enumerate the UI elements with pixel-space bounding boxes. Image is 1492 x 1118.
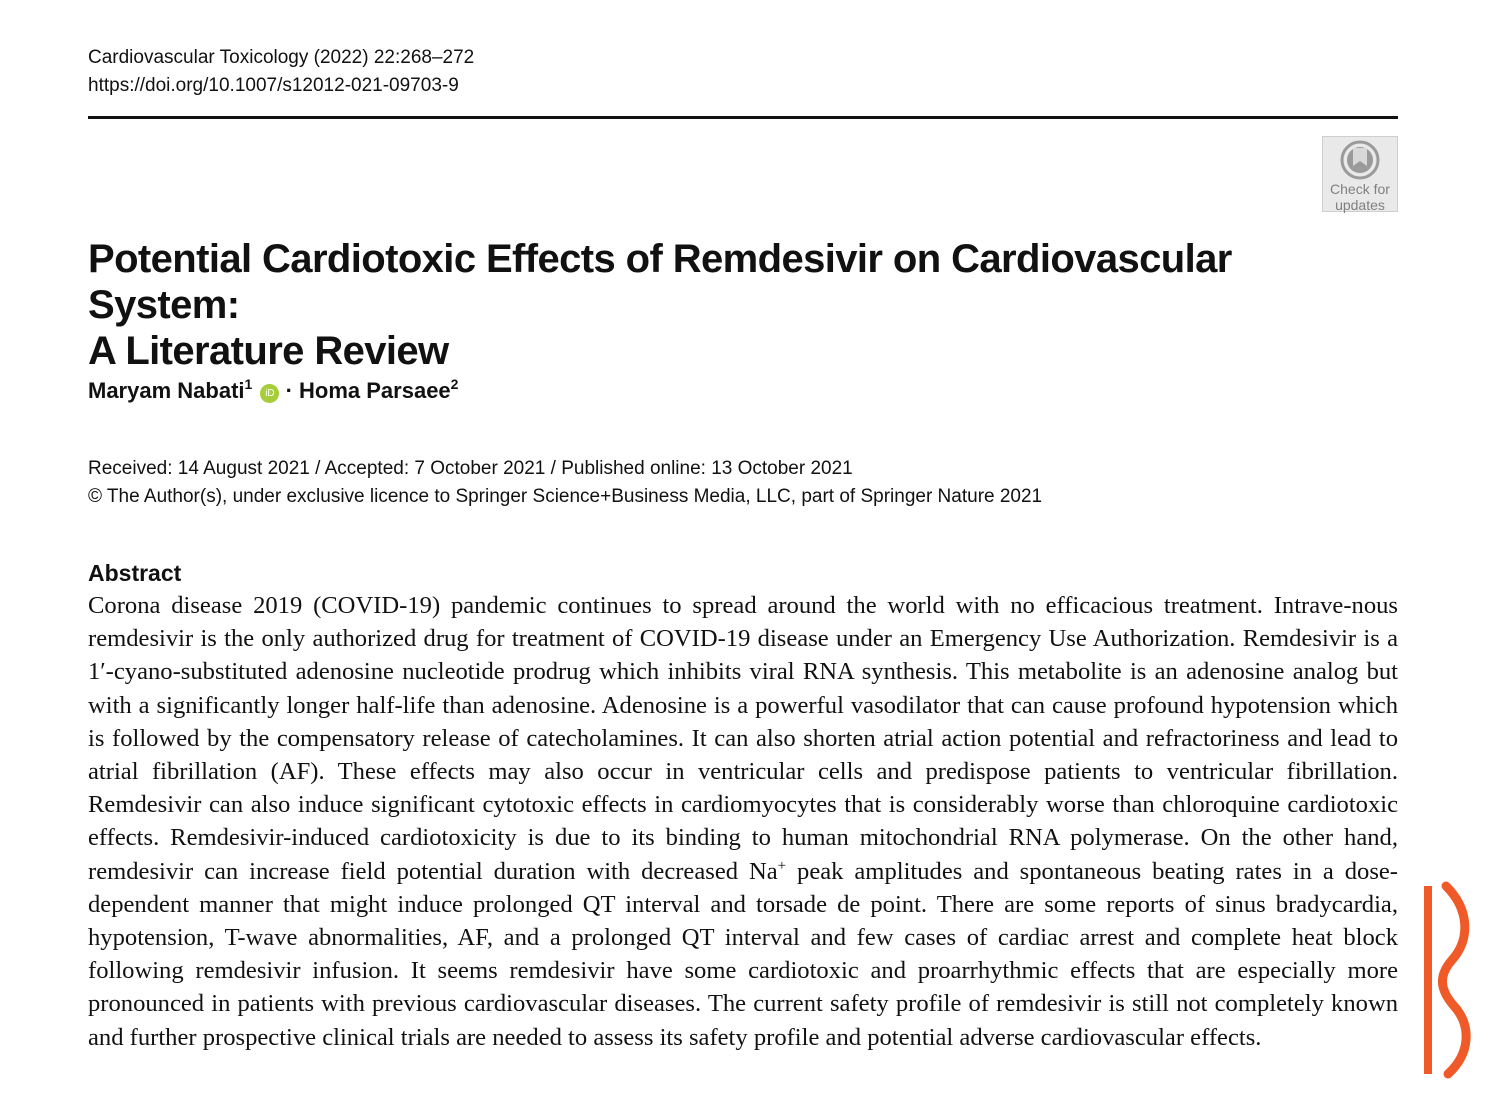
superscript: + <box>777 857 787 874</box>
title-line-1: Potential Cardiotoxic Effects of Remdesivir on Cardiovascular System: <box>88 237 1232 327</box>
dates-line: Received: 14 August 2021 / Accepted: 7 October 2021 / Published online: 13 October 2021 <box>88 458 853 479</box>
publication-dates <box>88 455 1388 511</box>
abstract-text-part-2: peak amplitudes and spontaneous beating rates in a dose-dependent manner that might induce prolonged QT interval and torsade de point. There are some reports of sinus bradycardia, hypotension, T-wave abnormalities, AF, and a prolonged QT interval and few cases of cardiac arrest and complete heat block following remdesivir infusion. It seems remdesivir have some cardiotoxic and proarrhythmic effects that are especially more pronounced in patients with previous cardiovascular diseases. The current safety profile of remdesivir is still not completely known and further prospective clinical trials are needed to assess its safety profile and potential adverse cardiovascular effects. <box>88 857 1398 1051</box>
doi-link[interactable]: https://doi.org/10.1007/s12012-021-09703-9 <box>88 75 459 96</box>
check-for-updates-badge[interactable] <box>1322 136 1398 212</box>
author-list <box>88 376 458 406</box>
author-separator: · <box>285 378 293 403</box>
header-rule <box>88 116 1398 119</box>
affiliation-number: 1 <box>244 376 253 392</box>
abstract-text-part-1: Corona disease 2019 (COVID-19) pandemic continues to spread around the world with no efficacious treatment. Intrave-nous remdesivir is the only authorized drug for treatment of COVID-19 disease under an Emergency Use Authorization. Remdesivir is a 1′-cyano-substituted adenosine nucleotide prodrug which inhibits viral RNA synthesis. This metabolite is an adenosine analog but with a significantly longer half-life than adenosine. Adenosine is a powerful vasodilator that can cause profound hypotension which is followed by the compensatory release of catecholamines. It can also shorten atrial action potential and refractoriness and lead to atrial fibrillation (AF). These effects may also occur in ventricular cells and predispose patients to ventricular fibrillation. Remdesivir can also induce significant cytotoxic effects in cardiomyocytes that is considerably worse than chloroquine cardiotoxic effects. Remdesivir-induced cardiotoxicity is due to its binding to human mitochondrial RNA polymerase. On the other hand, remdesivir can increase field potential duration with decreased Na <box>88 592 1398 885</box>
badge-text-line1: Check for <box>1330 181 1390 197</box>
author-name[interactable]: Maryam Nabati <box>88 378 245 403</box>
abstract-heading: Abstract <box>88 560 182 586</box>
badge-text-line2: updates <box>1335 197 1385 213</box>
journal-header <box>88 44 474 100</box>
affiliation-number: 2 <box>450 376 459 392</box>
journal-citation: Cardiovascular Toxicology (2022) 22:268–272 <box>88 47 475 68</box>
title-line-2: A Literature Review <box>88 329 449 373</box>
orcid-icon[interactable]: iD <box>260 384 279 403</box>
author-name[interactable]: Homa Parsaee <box>299 378 451 403</box>
check-for-updates-icon <box>1340 140 1380 180</box>
article-title <box>88 236 1338 374</box>
copyright-line: © The Author(s), under exclusive licence to Springer Science+Business Media, LLC, part of Springer Nature 2021 <box>88 486 1043 507</box>
springer-mark-icon <box>1418 880 1478 1080</box>
abstract-text <box>88 589 1398 1054</box>
